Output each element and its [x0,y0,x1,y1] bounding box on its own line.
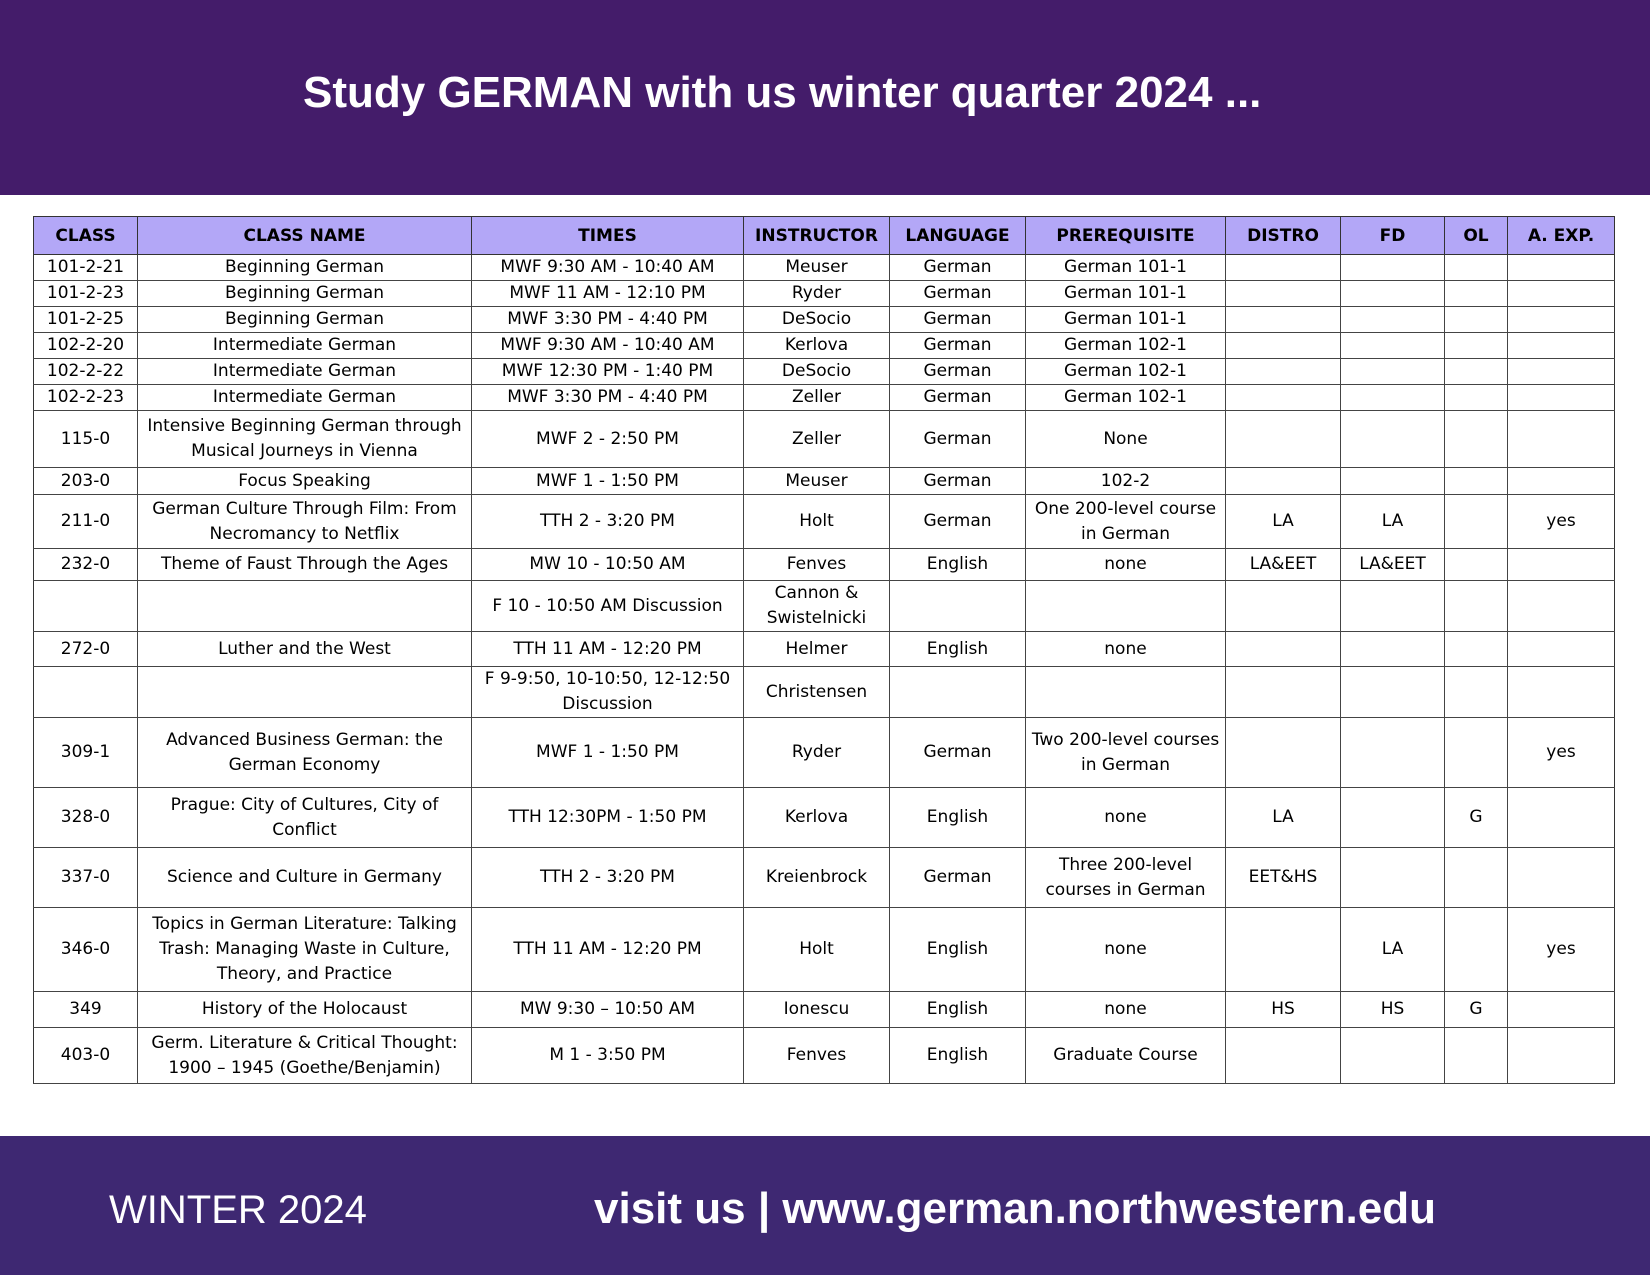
cell-ol [1445,718,1508,788]
cell-distro [1226,632,1341,667]
cell-times: TTH 2 - 3:20 PM [472,495,744,549]
cell-instructor: Meuser [744,468,890,495]
cell-ol [1445,1028,1508,1084]
table-row [34,359,1615,385]
cell-distro [1226,468,1341,495]
cell-language: English [890,632,1026,667]
cell-distro: EET&HS [1226,848,1341,908]
column-header-language: LANGUAGE [890,217,1026,255]
cell-fd [1341,1028,1445,1084]
column-header-times: TIMES [472,217,744,255]
cell-fd [1341,411,1445,468]
cell-times: MWF 3:30 PM - 4:40 PM [472,385,744,411]
cell-language: German [890,411,1026,468]
cell-class-name: Beginning German [138,255,472,281]
cell-language: German [890,468,1026,495]
cell-distro [1226,359,1341,385]
cell-class: 346-0 [34,908,138,992]
cell-fd: LA [1341,908,1445,992]
cell-language: German [890,718,1026,788]
cell-class: 102-2-22 [34,359,138,385]
cell-instructor: Zeller [744,385,890,411]
cell-a-exp [1508,549,1615,581]
cell-language: English [890,992,1026,1028]
table-row [34,848,1615,908]
cell-times: TTH 2 - 3:20 PM [472,848,744,908]
cell-class-name: Intensive Beginning German through Musical Journeys in Vienna [138,411,472,468]
cell-language: German [890,495,1026,549]
cell-class [34,667,138,718]
table-row [34,411,1615,468]
cell-instructor: Fenves [744,1028,890,1084]
cell-prerequisite: One 200-level course in German [1026,495,1226,549]
cell-ol [1445,411,1508,468]
cell-instructor: Holt [744,495,890,549]
cell-fd: LA&EET [1341,549,1445,581]
cell-distro [1226,908,1341,992]
cell-fd [1341,307,1445,333]
cell-class: 101-2-25 [34,307,138,333]
cell-ol [1445,667,1508,718]
cell-class: 102-2-23 [34,385,138,411]
cell-class-name: Prague: City of Cultures, City of Conflict [138,788,472,848]
cell-prerequisite: German 102-1 [1026,359,1226,385]
cell-language: German [890,848,1026,908]
cell-language [890,581,1026,632]
cell-distro [1226,385,1341,411]
cell-class: 309-1 [34,718,138,788]
cell-times: MW 10 - 10:50 AM [472,549,744,581]
cell-class: 101-2-21 [34,255,138,281]
cell-distro [1226,255,1341,281]
cell-prerequisite: none [1026,908,1226,992]
cell-fd [1341,788,1445,848]
cell-ol [1445,333,1508,359]
cell-a-exp [1508,281,1615,307]
cell-class-name: Luther and the West [138,632,472,667]
table-row [34,908,1615,992]
table-row [34,1028,1615,1084]
cell-ol: G [1445,992,1508,1028]
cell-prerequisite: none [1026,549,1226,581]
cell-ol [1445,281,1508,307]
cell-fd [1341,667,1445,718]
cell-class-name: Intermediate German [138,359,472,385]
cell-a-exp [1508,992,1615,1028]
cell-prerequisite: German 101-1 [1026,307,1226,333]
cell-prerequisite: Three 200-level courses in German [1026,848,1226,908]
cell-ol: G [1445,788,1508,848]
cell-ol [1445,307,1508,333]
table-row [34,255,1615,281]
website-link[interactable]: visit us | www.german.northwestern.edu [594,1184,1436,1233]
cell-fd [1341,359,1445,385]
table-row [34,385,1615,411]
cell-instructor: Kerlova [744,333,890,359]
cell-a-exp [1508,385,1615,411]
cell-language: German [890,333,1026,359]
cell-instructor: Zeller [744,411,890,468]
cell-instructor: Kerlova [744,788,890,848]
cell-a-exp [1508,255,1615,281]
cell-class-name: Theme of Faust Through the Ages [138,549,472,581]
table-row [34,281,1615,307]
cell-instructor: Ionescu [744,992,890,1028]
cell-class: 337-0 [34,848,138,908]
cell-prerequisite [1026,581,1226,632]
table-row [34,549,1615,581]
cell-language: German [890,359,1026,385]
cell-class-name: Beginning German [138,307,472,333]
cell-times: MWF 11 AM - 12:10 PM [472,281,744,307]
cell-times: F 9-9:50, 10-10:50, 12-12:50 Discussion [472,667,744,718]
cell-distro: LA [1226,495,1341,549]
cell-instructor: Ryder [744,281,890,307]
cell-times: MWF 9:30 AM - 10:40 AM [472,333,744,359]
cell-ol [1445,255,1508,281]
table-row [34,667,1615,718]
cell-fd [1341,632,1445,667]
course-schedule-table [33,216,1615,1084]
cell-a-exp [1508,788,1615,848]
cell-fd [1341,581,1445,632]
cell-times: M 1 - 3:50 PM [472,1028,744,1084]
cell-instructor: Meuser [744,255,890,281]
table-row [34,468,1615,495]
cell-distro [1226,718,1341,788]
column-header-ol: OL [1445,217,1508,255]
cell-class-name: Topics in German Literature: Talking Trash: Managing Waste in Culture, Theory, and Practice [138,908,472,992]
cell-times: F 10 - 10:50 AM Discussion [472,581,744,632]
cell-a-exp: yes [1508,718,1615,788]
cell-class-name: Focus Speaking [138,468,472,495]
cell-a-exp [1508,411,1615,468]
cell-class: 211-0 [34,495,138,549]
term-label: WINTER 2024 [109,1188,367,1232]
cell-ol [1445,385,1508,411]
cell-ol [1445,468,1508,495]
cell-language: German [890,281,1026,307]
cell-distro [1226,581,1341,632]
cell-prerequisite: None [1026,411,1226,468]
cell-class: 272-0 [34,632,138,667]
cell-class: 102-2-20 [34,333,138,359]
cell-prerequisite [1026,667,1226,718]
column-header-class-name: CLASS NAME [138,217,472,255]
column-header-fd: FD [1341,217,1445,255]
cell-times: MWF 1 - 1:50 PM [472,468,744,495]
cell-class [34,581,138,632]
cell-class: 349 [34,992,138,1028]
cell-prerequisite: none [1026,788,1226,848]
column-header-distro: DISTRO [1226,217,1341,255]
cell-a-exp [1508,307,1615,333]
cell-prerequisite: Two 200-level courses in German [1026,718,1226,788]
table-row [34,632,1615,667]
cell-distro: LA [1226,788,1341,848]
cell-language: English [890,788,1026,848]
cell-class: 203-0 [34,468,138,495]
cell-a-exp [1508,581,1615,632]
table-row [34,333,1615,359]
column-header-instructor: INSTRUCTOR [744,217,890,255]
cell-language: German [890,307,1026,333]
table-row [34,788,1615,848]
cell-prerequisite: German 101-1 [1026,255,1226,281]
column-header-class: CLASS [34,217,138,255]
cell-prerequisite: none [1026,632,1226,667]
cell-class-name: Intermediate German [138,385,472,411]
cell-ol [1445,848,1508,908]
cell-fd [1341,255,1445,281]
cell-class-name: Beginning German [138,281,472,307]
cell-a-exp [1508,632,1615,667]
cell-instructor: Holt [744,908,890,992]
cell-times: TTH 11 AM - 12:20 PM [472,908,744,992]
cell-prerequisite: German 102-1 [1026,385,1226,411]
bottom-banner [0,1136,1650,1275]
cell-fd [1341,385,1445,411]
cell-class-name: Advanced Business German: the German Economy [138,718,472,788]
cell-fd [1341,848,1445,908]
cell-times: MW 9:30 – 10:50 AM [472,992,744,1028]
cell-a-exp [1508,667,1615,718]
cell-fd [1341,281,1445,307]
table-row [34,581,1615,632]
cell-times: MWF 2 - 2:50 PM [472,411,744,468]
cell-ol [1445,495,1508,549]
cell-a-exp: yes [1508,908,1615,992]
cell-class-name: German Culture Through Film: From Necromancy to Netflix [138,495,472,549]
cell-a-exp [1508,468,1615,495]
cell-class: 115-0 [34,411,138,468]
cell-distro [1226,281,1341,307]
table-row [34,992,1615,1028]
cell-prerequisite: German 101-1 [1026,281,1226,307]
cell-class: 232-0 [34,549,138,581]
cell-ol [1445,581,1508,632]
cell-instructor: Christensen [744,667,890,718]
cell-times: MWF 9:30 AM - 10:40 AM [472,255,744,281]
cell-language: German [890,255,1026,281]
cell-a-exp [1508,848,1615,908]
cell-language: English [890,1028,1026,1084]
page-title: Study GERMAN with us winter quarter 2024 ... [303,68,1262,117]
cell-a-exp [1508,1028,1615,1084]
cell-class-name: Germ. Literature & Critical Thought: 1900 – 1945 (Goethe/Benjamin) [138,1028,472,1084]
cell-class-name [138,667,472,718]
cell-language: English [890,549,1026,581]
cell-instructor: Helmer [744,632,890,667]
cell-times: TTH 12:30PM - 1:50 PM [472,788,744,848]
cell-instructor: DeSocio [744,359,890,385]
cell-times: MWF 1 - 1:50 PM [472,718,744,788]
cell-ol [1445,632,1508,667]
cell-times: MWF 3:30 PM - 4:40 PM [472,307,744,333]
column-header-a-exp: A. EXP. [1508,217,1615,255]
cell-distro [1226,333,1341,359]
cell-distro: HS [1226,992,1341,1028]
cell-prerequisite: none [1026,992,1226,1028]
cell-distro [1226,411,1341,468]
cell-language [890,667,1026,718]
cell-times: MWF 12:30 PM - 1:40 PM [472,359,744,385]
column-header-prerequisite: PREREQUISITE [1026,217,1226,255]
cell-times: TTH 11 AM - 12:20 PM [472,632,744,667]
cell-class-name: Science and Culture in Germany [138,848,472,908]
cell-a-exp [1508,333,1615,359]
cell-instructor: Ryder [744,718,890,788]
cell-ol [1445,359,1508,385]
cell-class-name [138,581,472,632]
cell-language: German [890,385,1026,411]
cell-distro [1226,307,1341,333]
cell-class: 101-2-23 [34,281,138,307]
cell-fd [1341,333,1445,359]
cell-class: 328-0 [34,788,138,848]
table-row [34,495,1615,549]
cell-fd [1341,468,1445,495]
table-header-row [34,217,1615,255]
cell-distro: LA&EET [1226,549,1341,581]
cell-class-name: Intermediate German [138,333,472,359]
cell-distro [1226,1028,1341,1084]
cell-fd: HS [1341,992,1445,1028]
cell-a-exp: yes [1508,495,1615,549]
top-banner [0,0,1650,195]
cell-a-exp [1508,359,1615,385]
cell-prerequisite: Graduate Course [1026,1028,1226,1084]
cell-fd: LA [1341,495,1445,549]
cell-ol [1445,549,1508,581]
cell-instructor: DeSocio [744,307,890,333]
cell-ol [1445,908,1508,992]
cell-prerequisite: 102-2 [1026,468,1226,495]
cell-fd [1341,718,1445,788]
cell-instructor: Kreienbrock [744,848,890,908]
cell-language: English [890,908,1026,992]
cell-instructor: Cannon & Swistelnicki [744,581,890,632]
cell-class-name: History of the Holocaust [138,992,472,1028]
cell-instructor: Fenves [744,549,890,581]
cell-prerequisite: German 102-1 [1026,333,1226,359]
table-row [34,718,1615,788]
cell-distro [1226,667,1341,718]
table-row [34,307,1615,333]
cell-class: 403-0 [34,1028,138,1084]
